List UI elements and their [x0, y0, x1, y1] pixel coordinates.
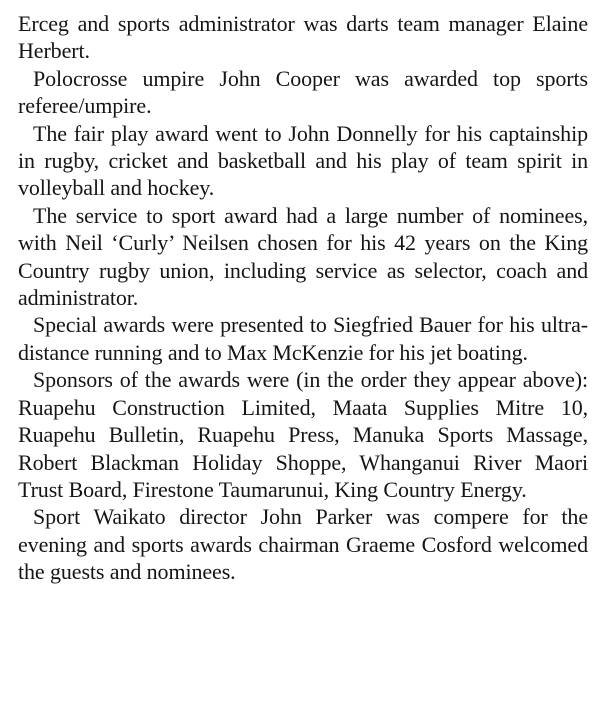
- paragraph-fair-play-award: The fair play award went to John Donnelly for his captainship in rugby, cricket and basketball and his play of team spirit in volleyball and hockey.: [18, 120, 588, 201]
- paragraph-darts-manager: Erceg and sports administrator was darts team manager Elaine Herbert.: [18, 11, 588, 64]
- paragraph-service-award: The service to sport award had a large number of nominees, with Neil ‘Curly’ Neilsen chosen for his 42 years on the King Country rugby union, including service as selector, coach and administrator.: [18, 202, 588, 311]
- article-text: [18, 10, 588, 586]
- paragraph-compere: Sport Waikato director John Parker was compere for the evening and sports awards chairman Graeme Cosford welcomed the guests and nominees.: [18, 504, 588, 585]
- paragraph-special-awards: Special awards were presented to Siegfried Bauer for his ultra-distance running and to Max McKenzie for his jet boating.: [18, 312, 588, 365]
- paragraph-sponsors: Sponsors of the awards were (in the order they appear above): Ruapehu Construction Limited, Maata Supplies Mitre 10, Ruapehu Bulletin, Ruapehu Press, Manuka Sports Massage, Robert Blackman Holiday Shoppe, Whanganui River Maori Trust Board, Firestone Taumarunui, King Country Energy.: [18, 367, 588, 502]
- paragraph-referee-award: Polocrosse umpire John Cooper was awarded top sports referee/umpire.: [18, 65, 588, 119]
